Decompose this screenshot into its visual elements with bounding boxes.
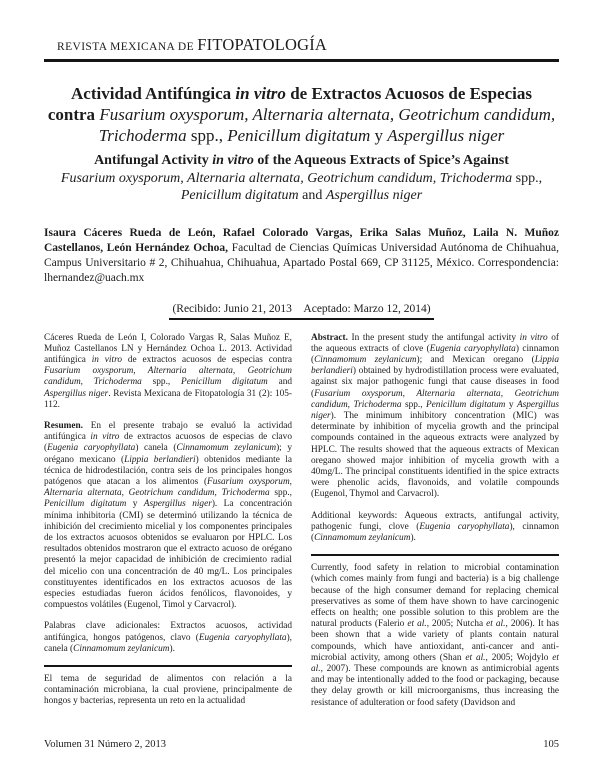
footer-volume-issue: Volumen 31 Número 2, 2013 — [44, 739, 167, 750]
right-column-divider — [311, 554, 559, 556]
article-title-spanish: Actividad Antifúngica in vitro de Extractos Acuosos de Especias contra Fusarium oxysporum, Alternaria alternata, Geotrichum candidum, Trichoderma spp., Penicillum digitatum y Aspergillus niger — [47, 84, 556, 145]
footer-page-number: 105 — [543, 739, 559, 750]
article-title-english-species: Fusarium oxysporum, Alternaria alternata, Geotrichum candidum, Trichoderma spp., Penicillum digitatum and Aspergillus niger — [60, 170, 543, 203]
journal-masthead — [44, 35, 559, 55]
authors-affiliation-paragraph: Isaura Cáceres Rueda de León, Rafael Colorado Vargas, Erika Salas Muñoz, Laila N. Muñoz Castellanos, León Hernández Ochoa, Facultad de Ciencias Químicas Universidad Autónoma de Chihuahua, Campus Universitario # 2, Chihuahua, Chihuahua, Apartado Postal 669, CP 31125, México. Correspondencia: lhernandez@uach.mx — [44, 226, 559, 284]
citation-paragraph: Cáceres Rueda de León I, Colorado Vargas R, Salas Muñoz E, Muñoz Castellanos LN y Hernández Ochoa L. 2013. Actividad antifúngica in vitro de extractos acuosos de especias contra Fusarium oxysporum, Alternaria alternata, Geotrichum candidum, Trichoderma spp., Penicillum digitatum and Aspergillus niger. Revista Mexicana de Fitopatología 31 (2): 105-112. — [44, 332, 292, 410]
resumen-paragraph: Resumen. En el presente trabajo se evaluó la actividad antifúngica in vitro de extractos acuosos de especias de clavo (Eugenia caryophyllata) canela (Cinnamomum zeylanicum); y orégano mexicano (Lippia berlandieri) obtenidos mediante la técnica de hidrodestilación, contra seis de los principales hongos patógenos que atacan a los alimentos (Fusarium oxysporum, Alternaria alternata, Geotrichum candidum, Trichoderma spp., Penicillum digitatum y Aspergillus niger). La concentración mínima inhibitoria (CMI) se determinó utilizando la técnica de inhibición del crecimiento micelial y los componentes principales de los extractos acuosos obtenidos se evaluaron por HPLC. Los resultados obtenidos mostraron que el extracto acuoso de orégano presentó la mejor capacidad de inhibición de crecimiento radial del micelio con una concentración de 40 mg/L. Los principales constituyentes identificados en los extractos acuosos de las especies estudiadas fueron ácidos fenólicos, flavonoides, y compuestos volátiles (Eugenol, Timol y Carvacrol). — [44, 420, 293, 611]
introduction-spanish-paragraph: El tema de seguridad de alimentos con relación a la contaminación microbiana, la cual proviene, principalmente de hongos y bacterias, representa un reto en la actualidad — [44, 673, 292, 707]
page-footer — [44, 739, 559, 750]
abstract-paragraph: Abstract. In the present study the antifungal activity in vitro of the aqueous extracts of clove (Eugenia caryophyllata) cinnamon (Cinnamomum zeylanicum); and Mexican oregano (Lippia berlandieri) obtained by hydrodistillation process were evaluated, against six major pathogenic fungi that cause diseases in food (Fusarium oxysporum, Alternaria alternata, Geotrichum candidum, Trichoderma spp., Penicillum digitatum y Aspergillus niger). The minimum inhibitory concentration (MIC) was determinate by inhibition of mycelia growth and the principal compounds contained in the aqueous extracts were analyzed by HPLC. The results showed that the aqueous extracts of Mexican oregano showed major inhibition of mycelia growth with a 40mg/L. The principal constituents identified in the spice extracts were phenolic acids, flavonoids, and volatile compounds (Eugenol, Thymol and Carvacrol). — [311, 332, 559, 500]
two-column-body — [44, 333, 559, 709]
introduction-english-paragraph: Currently, food safety in relation to microbial contamination (which comes mainly from fungi and bacteria) is a big challenge because of the high consumer demand for replacing chemical preservatives as some of them have shown to have carcinogenic effects on health; one possible solution to this problem are the natural products (Falerio et al., 2005; Nutcha et al., 2006). It has been shown that a wide variety of plants contain natural compounds, which have antioxidant, anti-cancer and anti-microbial activity, among others (Shan et al., 2005; Wojdylo et al., 2007). These compounds are known as antimicrobial agents and may be intentionally added to the food or packaging, because they delay growth or kill microorganisms, thus increasing the resistance of adulteration or food safety (Davidson and — [311, 563, 560, 708]
masthead-prefix: REVISTA MEXICANA DE — [57, 41, 198, 53]
journal-name: FITOPATOLOGÍA — [197, 35, 328, 54]
left-column-divider — [44, 665, 292, 667]
article-title-english-line1: Antifungal Activity in vitro of the Aqueous Extracts of Spice’s Against — [94, 153, 509, 168]
right-column — [311, 333, 559, 709]
received-accepted-dates: (Recibido: Junio 21, 2013 Aceptado: Marzo 12, 2014) — [169, 303, 433, 320]
received-accepted-row — [44, 299, 559, 320]
keywords-english-paragraph: Additional keywords: Aqueous extracts, antifungal activity, pathogenic fungi, clove (Eugenia caryophyllata), cinnamon (Cinnamomum zeylanicum). — [311, 510, 559, 543]
article-title-english — [44, 152, 559, 205]
left-column — [44, 333, 292, 709]
keywords-spanish-paragraph: Palabras clave adicionales: Extractos acuosos, actividad antifúngica, hongos patógenos, clavo (Eugenia caryophyllata), canela (Cinnamomum zeylanicum). — [44, 621, 292, 654]
masthead-divider — [44, 59, 559, 62]
